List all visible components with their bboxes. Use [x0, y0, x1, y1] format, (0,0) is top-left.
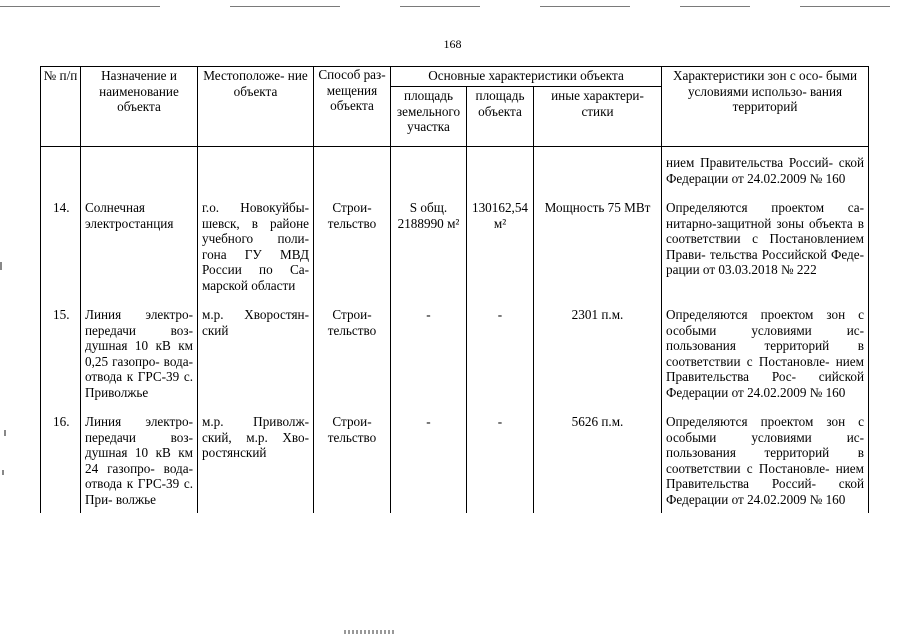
header-name: Назначение и наименование объекта — [81, 67, 198, 147]
scan-speck — [2, 470, 4, 475]
row-method: Строи- тельство — [314, 299, 391, 406]
row-land-area: S общ. 2188990 м² — [391, 192, 467, 299]
page-number: 168 — [443, 37, 462, 51]
row-name: Солнечная электростанция — [81, 192, 198, 299]
row-name: Линия электро- передачи воз- душная 10 кВ км 24 газопро- вода-отвода к ГРС-39 с. При- волжье — [81, 406, 198, 513]
scan-speck — [0, 262, 2, 270]
scan-speck — [4, 430, 6, 436]
row-zones: Определяются проектом зон с особыми условиями ис- пользования территорий в соответствии с Постановле- нием Правительства Рос- сийской Федерации от 24.02.2009 № 160 — [662, 299, 869, 406]
header-zones: Характеристики зон с осо- быми условиями использо- вания территорий — [662, 67, 869, 147]
scan-line — [230, 6, 340, 7]
header-object-area: площадь объекта — [467, 87, 534, 147]
header-other: иные характери- стики — [534, 87, 662, 147]
scan-line — [800, 6, 890, 7]
row-object-area: - — [467, 406, 534, 513]
row-other: Мощность 75 МВт — [534, 192, 662, 299]
row-object-area: - — [467, 299, 534, 406]
header-land-area: площадь земельного участка — [391, 87, 467, 147]
row-zones: Определяются проектом зон с особыми условиями ис- пользования территорий в соответствии с Постановле- нием Правительства Россий- ской Федерации от 24.02.2009 № 160 — [662, 406, 869, 513]
header-method: Способ раз- мещения объекта — [314, 67, 391, 147]
row-zones: Определяются проектом са- нитарно-защитной зоны объекта в соответствии с Постановлением Прави- тельства Российской Феде- рации от 03.03.2018 № 222 — [662, 192, 869, 299]
row-num: 15. — [41, 299, 81, 406]
row-num: 16. — [41, 406, 81, 513]
row-other: 5626 п.м. — [534, 406, 662, 513]
table-row — [41, 192, 869, 299]
table-row — [41, 406, 869, 513]
row-num: 14. — [41, 192, 81, 299]
row-land-area: - — [391, 406, 467, 513]
table-row-continuation — [41, 153, 869, 192]
header-location: Местоположе- ние объекта — [198, 67, 314, 147]
row-location: м.р. Хворостян- ский — [198, 299, 314, 406]
table-row — [41, 299, 869, 406]
continuation-text: нием Правительства Россий- ской Федерации от 24.02.2009 № 160 — [662, 153, 869, 192]
header-characteristics: Основные характеристики объекта — [391, 67, 662, 87]
row-location: м.р. Приволж- ский, м.р. Хво- ростянский — [198, 406, 314, 513]
row-location: г.о. Новокуйбы- шевск, в районе учебного поли- гона ГУ МВД России по Са- марской области — [198, 192, 314, 299]
register-table — [40, 66, 869, 513]
scan-line — [400, 6, 480, 7]
row-other: 2301 п.м. — [534, 299, 662, 406]
header-num: № п/п — [41, 67, 81, 147]
row-name: Линия электро- передачи воз- душная 10 кВ км 0,25 газопро- вода-отвода к ГРС-39 с. Приволжье — [81, 299, 198, 406]
row-land-area: - — [391, 299, 467, 406]
scan-line — [680, 6, 750, 7]
row-object-area: 130162,54 м² — [467, 192, 534, 299]
scan-mark — [344, 630, 396, 634]
row-method: Строи- тельство — [314, 192, 391, 299]
scan-line — [540, 6, 630, 7]
row-method: Строи- тельство — [314, 406, 391, 513]
scan-line — [0, 6, 160, 7]
